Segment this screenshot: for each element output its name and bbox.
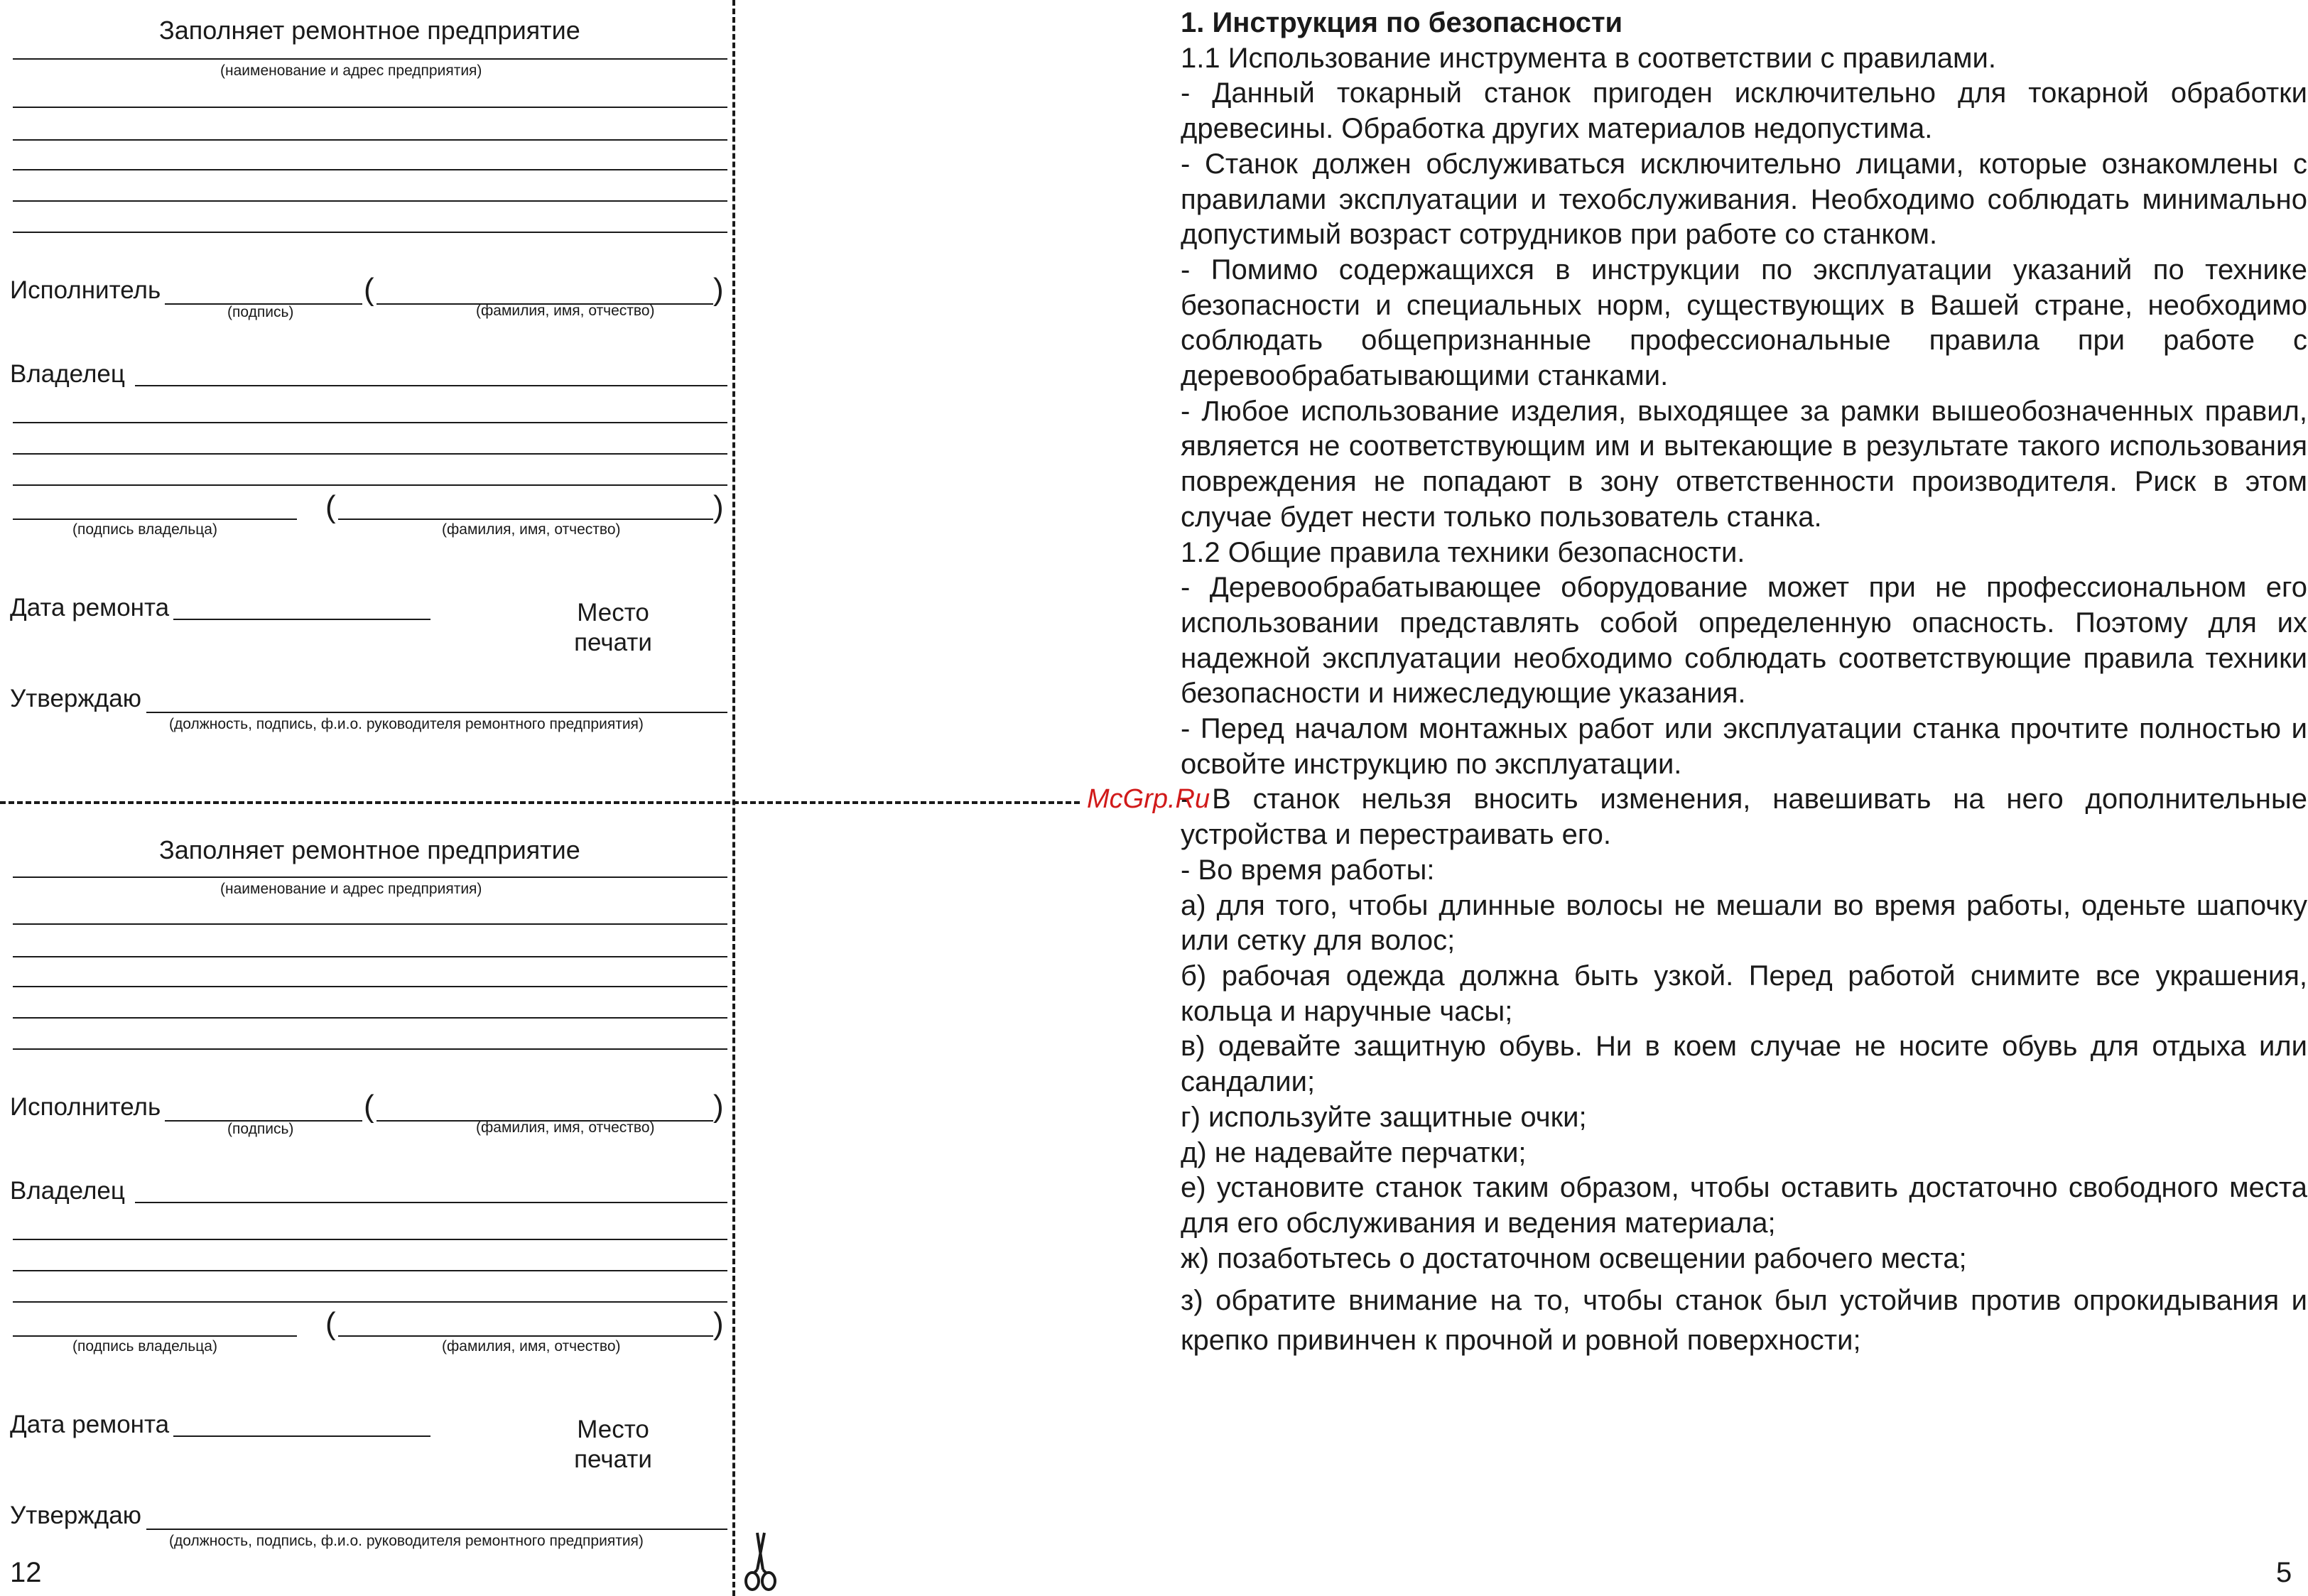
owner-signature-line[interactable] bbox=[13, 1335, 297, 1337]
paragraph: - Любое использование изделия, выходящее за рамки вышеобозначенных правил, является не соответствующим им и вытекающие в результате такого использования повреждения не попадают в зону ответственности производителя. Риск в этом случае будет нести только пользователь станка. bbox=[1181, 395, 2307, 533]
org-address-line[interactable] bbox=[13, 1048, 727, 1050]
card-heading: Заполняет ремонтное предприятие bbox=[159, 16, 580, 45]
repair-date-label: Дата ремонта bbox=[10, 594, 170, 621]
owner-fio-line[interactable] bbox=[338, 519, 713, 520]
repair-date-label: Дата ремонта bbox=[10, 1411, 170, 1438]
org-address-line[interactable] bbox=[13, 169, 727, 170]
owner-signature-line[interactable] bbox=[13, 519, 297, 520]
org-address-line[interactable] bbox=[13, 986, 727, 987]
owner-line[interactable] bbox=[13, 1301, 727, 1303]
owner-line[interactable] bbox=[13, 484, 727, 486]
paragraph: з) обратите внимание на то, чтобы станок был устойчив против опрокидывания и крепко привинчен к прочной и ровной поверхности; bbox=[1181, 1285, 2307, 1357]
stamp-place bbox=[554, 1415, 672, 1475]
paragraph: а) для того, чтобы длинные волосы не мешали во время работы, оденьте шапочку или сетку для волос; bbox=[1181, 889, 2307, 957]
owner-label: Владелец bbox=[10, 360, 125, 388]
repair-date-line[interactable] bbox=[173, 619, 430, 620]
paragraph: д) не надевайте перчатки; bbox=[1181, 1136, 1527, 1168]
paragraph: - Станок должен обслуживаться исключительно лицами, которые ознакомлены с правилами эксплуатации и техобслуживания. Необходимо соблюдать минимально допустимый возраст сотрудников при работе со станком. bbox=[1181, 148, 2307, 251]
owner-line[interactable] bbox=[13, 453, 727, 455]
card-heading: Заполняет ремонтное предприятие bbox=[159, 835, 580, 864]
owner-line[interactable] bbox=[13, 422, 727, 423]
paren-close: ) bbox=[713, 272, 724, 307]
owner-line[interactable] bbox=[135, 1202, 727, 1203]
org-address-line[interactable] bbox=[13, 200, 727, 202]
fio-caption: (фамилия, имя, отчество) bbox=[476, 1119, 655, 1136]
scissors-icon bbox=[740, 1530, 780, 1592]
executor-label: Исполнитель bbox=[10, 276, 161, 304]
section-title: 1. Инструкция по безопасности bbox=[1181, 7, 1623, 38]
paragraph: - Данный токарный станок пригоден исключительно для токарной обработки древесины. Обработка других материалов недопустима. bbox=[1181, 77, 2307, 145]
org-name-line[interactable] bbox=[13, 58, 727, 60]
approve-caption: (должность, подпись, ф.и.о. руководителя ремонтного предприятия) bbox=[169, 1533, 644, 1549]
watermark: McGrp.Ru bbox=[1087, 784, 1210, 814]
paragraph: - В станок нельзя вносить изменения, навешивать на него дополнительные устройства и перестраивать его. bbox=[1181, 783, 2307, 851]
stamp-line-2: печати bbox=[574, 629, 652, 656]
paren-close: ) bbox=[713, 489, 724, 524]
left-page-number: 12 bbox=[10, 1557, 42, 1588]
paren-open: ( bbox=[325, 489, 336, 524]
fio-caption: (фамилия, имя, отчество) bbox=[476, 303, 655, 319]
paragraph: б) рабочая одежда должна быть узкой. Перед работой снимите все украшения, кольца и наручные часы; bbox=[1181, 960, 2307, 1027]
vertical-cut-line bbox=[732, 0, 735, 1596]
org-address-line[interactable] bbox=[13, 956, 727, 957]
owner-line[interactable] bbox=[13, 1239, 727, 1240]
paragraph: 1.2 Общие правила техники безопасности. bbox=[1181, 536, 1745, 568]
approve-caption: (должность, подпись, ф.и.о. руководителя ремонтного предприятия) bbox=[169, 716, 644, 732]
org-address-line[interactable] bbox=[13, 107, 727, 108]
paragraph: - Перед началом монтажных работ или эксплуатации станка прочтите полностью и освойте инструкцию по эксплуатации. bbox=[1181, 713, 2307, 780]
owner-fio-line[interactable] bbox=[338, 1335, 713, 1337]
org-caption: (наименование и адрес предприятия) bbox=[220, 63, 482, 79]
paragraph: е) установите станок таким образом, чтобы оставить достаточно свободного места для его обслуживания и ведения материала; bbox=[1181, 1172, 2307, 1239]
signature-caption: (подпись) bbox=[227, 304, 294, 320]
org-address-line[interactable] bbox=[13, 1017, 727, 1019]
owner-signature-caption: (подпись владельца) bbox=[72, 1338, 217, 1355]
paragraph: - Во время работы: bbox=[1181, 854, 1435, 886]
org-address-line[interactable] bbox=[13, 232, 727, 233]
paren-open: ( bbox=[325, 1306, 336, 1341]
stamp-line-2: печати bbox=[574, 1445, 652, 1473]
org-address-line[interactable] bbox=[13, 923, 727, 925]
owner-fio-caption: (фамилия, имя, отчество) bbox=[442, 1338, 621, 1355]
stamp-line-1: Место bbox=[577, 1416, 649, 1443]
signature-caption: (подпись) bbox=[227, 1121, 294, 1137]
approve-line[interactable] bbox=[146, 712, 727, 713]
stamp-place bbox=[554, 598, 672, 658]
right-page-number: 5 bbox=[2276, 1557, 2292, 1588]
approve-label: Утверждаю bbox=[10, 1502, 141, 1529]
owner-line[interactable] bbox=[135, 385, 727, 386]
repair-card-2 bbox=[0, 817, 732, 1596]
stamp-line-1: Место bbox=[577, 599, 649, 626]
paren-open: ( bbox=[364, 272, 374, 307]
paragraph: в) одевайте защитную обувь. Ни в коем случае не носите обувь для отдыха или сандалии; bbox=[1181, 1031, 2307, 1098]
org-caption: (наименование и адрес предприятия) bbox=[220, 881, 482, 897]
paragraph: г) используйте защитные очки; bbox=[1181, 1101, 1587, 1133]
owner-fio-caption: (фамилия, имя, отчество) bbox=[442, 521, 621, 538]
paren-close: ) bbox=[713, 1089, 724, 1124]
executor-label: Исполнитель bbox=[10, 1093, 161, 1121]
approve-label: Утверждаю bbox=[10, 685, 141, 712]
paren-close: ) bbox=[713, 1306, 724, 1341]
safety-instructions bbox=[1181, 6, 2307, 1360]
repair-card-1 bbox=[0, 0, 732, 796]
paragraph: 1.1 Использование инструмента в соответствии с правилами. bbox=[1181, 42, 1996, 74]
approve-line[interactable] bbox=[146, 1529, 727, 1530]
owner-line[interactable] bbox=[13, 1270, 727, 1271]
horizontal-cut-line bbox=[0, 801, 1080, 804]
owner-label: Владелец bbox=[10, 1177, 125, 1205]
repair-date-line[interactable] bbox=[173, 1435, 430, 1437]
paragraph: ж) позаботьтесь о достаточном освещении рабочего места; bbox=[1181, 1242, 1967, 1274]
paren-open: ( bbox=[364, 1089, 374, 1124]
paragraph: - Деревообрабатывающее оборудование может при не профессиональном его использовании представлять собой определенную опасность. Поэтому для их надежной эксплуатации необходимо соблюдать соответствующие правила техники безопасности и нижеследующие указания. bbox=[1181, 572, 2307, 710]
paragraph: - Помимо содержащихся в инструкции по эксплуатации указаний по технике безопасности и специальных норм, существующих в Вашей стране, необходимо соблюдать общепризнанные профессиональные правила при работе с деревообрабатывающими станками. bbox=[1181, 254, 2307, 392]
owner-signature-caption: (подпись владельца) bbox=[72, 521, 217, 538]
org-name-line[interactable] bbox=[13, 876, 727, 878]
org-address-line[interactable] bbox=[13, 139, 727, 141]
